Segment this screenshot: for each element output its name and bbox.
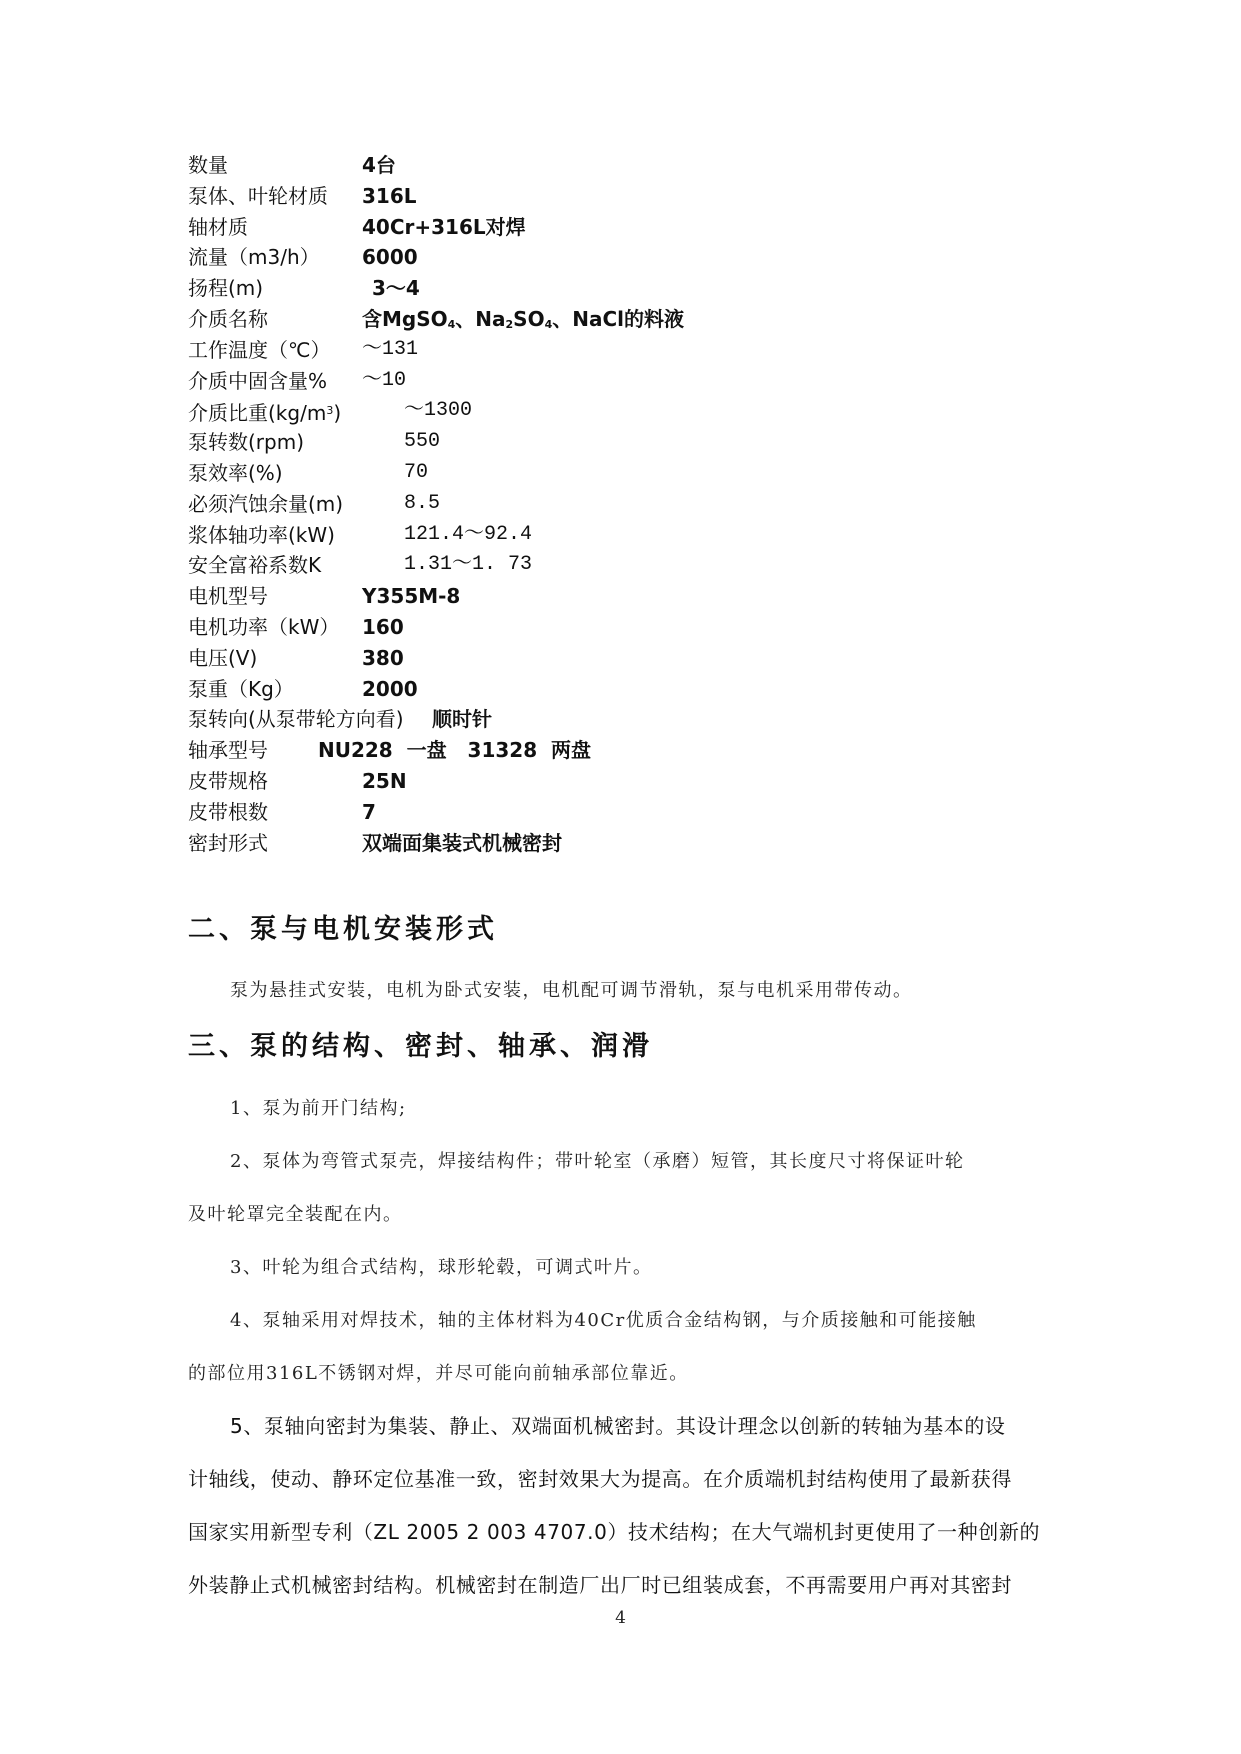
spec-value: 顺时针 [432,707,492,732]
spec-label [188,396,341,429]
structure-item-2: 2、泵体为弯管式泵壳，焊接结构件；带叶轮室（承磨）短管，其长度尺寸将保证叶轮 [230,1151,965,1172]
page-number: 4 [615,1608,626,1628]
spec-label: 密封形式 [188,830,268,855]
structure-item-5-line4: 外装静止式机械密封结构。机械密封在制造厂出厂时已组装成套，不再需要用户再对其密封 [188,1573,1012,1597]
spec-row-efficiency [188,458,1088,489]
spec-row-shaft-material [188,212,1088,243]
spec-label: 数量 [188,153,228,177]
spec-row-belt-count [188,797,1088,828]
spec-row-motor-model [188,581,1088,612]
spec-label: 轴承型号 [188,738,268,763]
structure-item-2-cont: 及叶轮罩完全装配在内。 [188,1204,403,1225]
section-heading-installation: 二、泵与电机安装形式 [188,914,498,945]
spec-value: 70 [404,460,429,484]
installation-paragraph: 泵为悬挂式安装，电机为卧式安装，电机配可调节滑轨，泵与电机采用带传动。 [230,980,913,1001]
spec-row-rotation [188,704,1088,735]
spec-value: 双端面集装式机械密封 [362,830,562,855]
spec-label: 安全富裕系数K [188,553,322,578]
spec-label: 泵转数(rpm) [188,430,305,455]
spec-label: 电压(V) [188,645,258,670]
spec-value: NU228 一盘 31328 两盘 [318,738,592,763]
spec-value: 121.4～92.4 [404,522,533,546]
spec-row-speed [188,427,1088,458]
spec-row-flow [188,242,1088,273]
spec-value: 7 [362,799,376,824]
spec-list [188,150,1088,858]
structure-item-4: 4、泵轴采用对焊技术，轴的主体材料为40Cr优质合金结构钢，与介质接触和可能接触 [230,1310,977,1331]
structure-item-5-line2: 计轴线，使动、静环定位基准一致，密封效果大为提高。在介质端机封结构使用了最新获得 [188,1467,1012,1491]
spec-row-shaft-power [188,520,1088,551]
spec-label: 泵体、叶轮材质 [188,183,328,208]
medium-part: SO [513,306,545,331]
spec-value: 25N [362,768,407,793]
spec-value: ～131 [362,337,419,361]
spec-value: ～1300 [404,399,473,423]
spec-value: 2000 [362,676,418,701]
spec-row-body-material [188,181,1088,212]
spec-value: 380 [362,645,404,670]
superscript: 3 [326,404,334,418]
section-heading-structure: 三、泵的结构、密封、轴承、润滑 [188,1031,653,1062]
spec-value: Y355M-8 [362,584,461,609]
spec-row-weight [188,674,1088,705]
spec-row-temperature [188,335,1088,366]
spec-label: 轴材质 [188,214,248,239]
spec-label: 皮带根数 [188,799,268,824]
subscript: 4 [544,317,553,331]
spec-value: 3～4 [372,276,420,301]
medium-part: 含MgSO [362,306,448,331]
spec-row-density [188,396,1088,427]
spec-value: 1.31～1. 73 [404,553,533,577]
spec-value: 40Cr+316L对焊 [362,214,526,239]
spec-label: 泵转向(从泵带轮方向看) [188,707,404,732]
spec-row-voltage [188,643,1088,674]
spec-value: 6000 [362,245,418,270]
spec-value: 4台 [362,153,396,177]
spec-value: 160 [362,614,404,639]
spec-label: 电机型号 [188,584,268,609]
spec-label: 必须汽蚀余量(m) [188,491,344,516]
spec-row-seal [188,828,1088,859]
spec-value: ～10 [362,368,407,392]
subscript: 4 [447,317,456,331]
spec-row-npsh [188,489,1088,520]
subscript: 2 [505,317,514,331]
spec-row-head [188,273,1088,304]
structure-item-4-cont: 的部位用316L不锈钢对焊，并尽可能向前轴承部位靠近。 [188,1363,689,1384]
spec-label: 流量（m3/h） [188,245,320,270]
label-part: 介质比重(kg/m [188,401,327,426]
structure-item-5-line3: 国家实用新型专利（ZL 2005 2 003 4707.0）技术结构；在大气端机封更使用了一种创新的 [188,1520,1041,1544]
spec-label: 扬程(m) [188,276,264,301]
medium-part: 、Na [455,306,506,331]
spec-label: 工作温度（℃） [188,337,331,362]
spec-label: 泵重（Kg） [188,676,294,701]
spec-row-solids [188,366,1088,397]
spec-label: 介质中固含量% [188,368,328,393]
spec-label: 介质名称 [188,306,268,331]
medium-part: 、NaCl的料液 [552,306,685,331]
spec-label: 浆体轴功率(kW) [188,522,335,547]
label-part: ) [333,401,342,426]
spec-row-medium [188,304,1088,335]
spec-row-bearing [188,735,1088,766]
spec-value: 316L [362,183,417,208]
spec-label: 泵效率(%) [188,460,283,485]
spec-row-belt-spec [188,766,1088,797]
spec-value: 8.5 [404,491,441,515]
spec-label: 皮带规格 [188,768,268,793]
spec-row-motor-power [188,612,1088,643]
structure-item-1: 1、泵为前开门结构; [230,1098,407,1119]
spec-row-safety-factor [188,550,1088,581]
spec-label: 电机功率（kW） [188,614,340,639]
spec-row-quantity [188,150,1088,181]
structure-item-5: 5、泵轴向密封为集装、静止、双端面机械密封。其设计理念以创新的转轴为基本的设 [230,1414,1006,1438]
spec-value: 550 [404,430,441,454]
structure-item-3: 3、叶轮为组合式结构，球形轮毂，可调式叶片。 [230,1257,653,1278]
